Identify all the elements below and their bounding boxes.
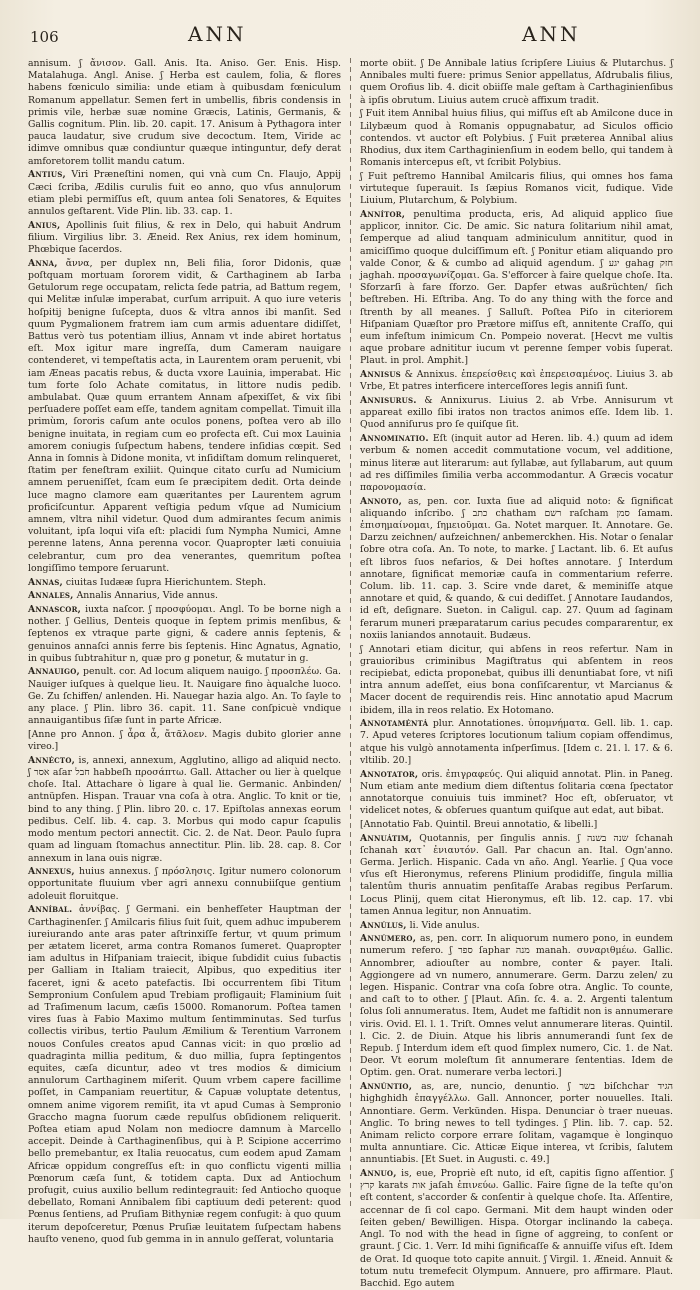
dictionary-entry — [360, 933, 673, 1079]
entry-headword: Annaſcor, — [28, 603, 82, 615]
dictionary-entry — [28, 604, 341, 665]
page-header — [30, 22, 670, 52]
right-column — [360, 58, 674, 1289]
entry-text: Eſt (inquit autor ad Heren. lib. 4.) quum ad idem verbum & nomen accedit commutatione vocum, vel additione, minus literæ aut literarum: aut ſyllabæ, aut ſyllabarum, aut quum ad res diſſimiles ſimilia verba accommodantur. A Græcis vocatur παρονομασία. — [360, 433, 673, 493]
dictionary-entry — [28, 729, 341, 753]
entry-text: ʃ Fuit item Annibal huius filius, qui miſſus eſt ab Amilcone duce in Lilybæum quod à Romanis oppugnabatur, ad Siculos officio contendos. vt auctor eſt Polybius. ʃ Fuit præterea Annibal alius Rhodius, dux item Carthaginienſium in eodem bello, qui tandem à Romanis intercepus eſt, vt ſcribit Polybius. — [360, 108, 673, 169]
entry-text: ciuitas Iudææ ſupra Hierichuntem. Steph. — [65, 576, 267, 588]
entry-headword: Annisus — [360, 369, 401, 381]
entry-text: Quotannis, per ſingulis annis. ʃ שנה בשנה ſchanah ſchanah κατ᾽ ἐνιαυτόν. Gall. Par chacun an. Ital. Ogn'anno. Germa. Jerlich. Hispanic. Cada vn año. Angl. Yearlie. ʃ Qua voce vſus eſt Hieronymus, referens Plinium prodidiſſe, ſingula millia talentûm thuris annuatim penſitaſſe Arabas regibus Perſarum. Locus Plinij, quem citat Hieronymus, eſt lib. 12. cap. 17. vbi tamen Annua legitur, non Annuatim. — [360, 832, 674, 917]
entry-text: huius annexus. ʃ πρόσλησις. Igitur numero colonorum opportunitate fluuium vber agri annexu connubiiſque gentium adoleuit floruitque. — [28, 866, 341, 902]
dictionary-entry — [28, 577, 341, 589]
dictionary-entry — [360, 395, 673, 432]
entry-text: iuxta naſcor. ʃ προσφύομαι. Angl. To be borne nigh a nother. ʃ Gellius, Denteis quoque in ſeptem primis menſibus, & ſeptenos ex vtraque parte gigni, & cadere annis ſeptenis, & genuinos annaſci annis ferre bis ſeptenis. Hinc Agnatus, Agnatio, in quibus ſubtrahitur n, quæ pro g ponetur, & mutatur in g. — [28, 603, 341, 664]
entry-headword: Annoto, — [360, 495, 403, 507]
entry-text: [Anne pro Annon. ʃ ἆρα ἆ, ἄτᾶλοεν. Magis dubito glorier anne vireo.] — [28, 728, 341, 753]
entry-text: & Annixus. ἐπερείσθεις καὶ ἐπερεισαμένος. Liuius 3. ab Vrbe, Et patres interficere interceſſores legis anniſi ſunt. — [360, 369, 673, 393]
entry-headword: Annúmero, — [360, 933, 417, 945]
entry-text: penult. cor. Ad locum aliquem nauigo. ʃ προσπλέω. Ga. Nauiger iuſques à quelque lieu. It. Nauigare fino àqualche luoco. Ge. Zu ſchiffen/ anlenden. Hi. Nauegar hazia algo. An. To ſayle to any place. ʃ Plin. libro 36. capit. 11. Sane conſpicuè vndique annauigantibus ſiſæ ſunt in parte Africæ. — [28, 666, 341, 727]
entry-text: li. Vide anulus. — [409, 919, 480, 931]
entry-text: ʃ Fuit peſtremo Hannibal Amilcaris filius, qui omnes hos fama virtuteque ſuperauit. Is ſæpius Romanos vicit, fudique. Vide Liuium, Plutarchum, & Polybium. — [360, 170, 673, 207]
entry-text: ʃ Annotari etiam dicitur, qui abſens in reos refertur. Nam in grauioribus criminibus Magiſtratus qui abſentem in reos recipiebat, edicta proponebat, quibus illi denuntiabat ſore, vt niſi intra annum adeſſet, eius bona conſiſcarentur, vt Marcianus & Macer docent de requirendis reis. Hinc annotatio apud Macrum ibidem, illa in reos relatio. Ex Hotomano. — [360, 643, 673, 716]
entry-text: penultima producta, eris, Ad aliquid applico ſiue applicor, innitor. Cic. De amic. Sic natura ſolitarium nihil amat, ſemperque ad aliud tanquam adminiculum annititur, quod in amiciſſimo quoque dulciſſimum eſt. ʃ Ponitur etiam aliquando pro valde Conor, & & cumbo ad aliquid agendum. ʃ יגע gahag חזק jaghah. προσαγωνίζομαι. Ga. S'efforcer à faire quelque choſe. Ita. Sforzarſi à fare ſforzo. Ger. Dapfer etwas außrüchten/ ſich beſtreben. Hi. Eſtriba. Ang. To do any thing with the force and ſtrenth by all meanes. ʃ Salluſt. Poſtea Piſo in citeriorem Hiſpaniam Quæſtor pro Prætore miſſus eſt, annitente Craſſo, qui eum infeſtum inimicum Cn. Pompeio noverat. [Hecvt me vultis aque probare adnititur iucum vt perenne ſemper vobis ſuperat. Plaut. in prol. Amphit.] — [360, 208, 673, 367]
dictionary-entry — [28, 590, 341, 602]
dictionary-entry — [360, 1081, 673, 1166]
entry-headword: Annas, — [28, 576, 63, 588]
dictionary-entry — [360, 819, 673, 831]
entry-headword: Annotaméntá — [360, 718, 429, 730]
dictionary-entry — [360, 833, 673, 918]
dictionary-entry — [28, 866, 341, 903]
dictionary-entry — [360, 369, 673, 393]
dictionary-entry — [360, 433, 673, 494]
dictionary-entry — [360, 209, 673, 368]
entry-headword: Annauigo, — [28, 666, 80, 678]
entry-text: is, eue, Propriè eſt nuto, id eſt, capitis ſigno aſſentior. ʃ קרץ karats אות jaſah ἐπινεύω. Gallic. Faire ſigne de la teſte qu'on eſt content, s'accorder & conſentir à quelque choſe. Ita. Aſſentire, accennar de ſi col capo. Germani. Mit dem haupt winden oder ſeiten geben/ Bewilligen. Hispa. Otorgar inclinando la cabeça. Angl. To nod with the head in ſigne of aggreing, to conſent or graunt. ʃ Cic. 1. Verr. Id mihi ſignificaſſe & annuiſſe viſus eſt. Idem de Orat. Id quoque toto capite annuit. ʃ Virgil. 1. Æneid. Annuit & totum nutu tremefecit Olympum. Annuere, pro affirmare. Plaut. Bacchid. Ego autem — [360, 1168, 673, 1289]
dictionary-entry — [28, 258, 341, 575]
entry-text: & Annixurus. Liuius 2. ab Vrbe. Annisurum vt appareat exillo ſibi iratos non tractos animos eſſe. Idem lib. 1. Quod anniſurus pro ſe quiſque ſit. — [360, 394, 673, 431]
dictionary-entry — [360, 108, 673, 169]
entry-headword: Annuátim, — [360, 832, 413, 844]
dictionary-entry — [28, 755, 341, 865]
entry-text: ἀννίβας. ʃ Germani. ein benhefſeter Hauptman der Carthaginenſer. ʃ Amilcaris filius ſuit ſuit, quem adhuc impuberem iureiurando ante aras pater aſtrinxiſſe fertur, vt quum primum per ætatem liceret, arma contra Romanos ſumeret. Quapropter iam adultus in Hiſpaniam traiecit, ibique ſubdidit cuius ſubactis per Galliam in Italiam traiecit, Alpibus, quo expeditius iter faceret, igni & aceto patefactis. Ibi occurrentem ſibi Titum Sempronium Conſulem apud Trebiam profligauit; Flaminium ſuit ad Traſimenum lacum, cæſis 15000. Romanorum. Poſtea tamen vires ſuas à Fabio Maximo multum ſentimminutas. Sed turſus collectis viribus, tertio Paulum Æmilium & Terentium Varronem nouos Conſules creatos apud Cannas vicit: in quo prœlio ad quadraginta millia peditum, & duo millia, ſupra ſeptingentos equites, cæſa dicuntur, adeo vt tres modios & dimicium annulorum Carthaginem miſerit. Quum vrbem capere facillime poſſet, in Campaniam reuertitur, & Capuæ voluptate detentus, omnem anime vigorem remiſit, ita vt apud Cumas à Sempronio Graccho magna ſuorum cæde repulſus obſidionem reliquerit. Poſtea etiam apud Nolam non mediocre damnum à Marcello accepit. Deinde à Carthaginenſibus, qui à P. Scipione accerrimo bello premebantur, ex Italia reuocatus, cum eodem apud Zamam Africæ oppidum congreſſus eſt: in quo conflictu vigenti millia Pœnorum cæſa ſunt, & totidem capta. Dux ad Antiochum profugit, cuius auxilio bellum redintegrauit: ſed Antiocho quoque debellato, Romani Annibalem ſibi captiuum dedi peterent: quod Pœnus ſentiens, ad Pruſiam Bithyniæ regem confugit: à quo quum iterum depoſceretur, Pœnus Pruſiæ leuitatem ſuſpectam habens hauſto veneno, quod ſub gemma in in annulo geſſerat, voluntaria — [28, 904, 341, 1245]
entry-text: Annalis Annarius, Vide annus. — [76, 590, 218, 602]
entry-headword: Annotator, — [360, 768, 419, 780]
entry-headword: Anius, — [28, 219, 61, 231]
entry-text: as, are, nuncio, denuntio. ʃ בשר biſchchar הגיד highghidh ἐπαγγέλλω. Gall. Annoncer, porter nouuelles. Itali. Annontiare. Germ. Verkünden. Hispa. Denunciar ò traer nueuas. Anglic. To bring newes to tell tydinges. ʃ Plin. lib. 7. cap. 52. Animam relicto corpore errare ſolitam, vagamque è longinquo multa annuntiare. Cic. Atticæ Eique interea, vt ſcribis, ſalutem annuntiabis. [Et Suet. in Augusti. c. 49.] — [360, 1081, 673, 1166]
dictionary-entry — [360, 644, 673, 717]
entry-text: as, pen. corr. In aliquorum numero pono, in eundem numerum refero. ʃ ספר ſaphar מנה manah. συναριθμέω. Gallic. Annombrer, adiouſter au nombre, conter & payer. Itali. Aggiongere ad vn numero, annumerare. Germ. Darzu zelen/ zu legen. Hispanic. Contrar vna coſa ſobre otra. Anglic. To counte, and caſt to to other. ʃ [Plaut. Aſin. ſc. 4. a. 2. Argenti talentum ſolus ſoli annumeratus. Item, Audet me faſtidit non is annumerare viris. Ovid. El. l. 1. Triſt. Omnes velut annumerare literas. Quintil. l. Cic. 2. de Diuin. Atque his libris annumerandi ſunt ſex de Repub. ʃ Interdum idem eſt quod ſimplex numero, Cic. 1. de Nat. Deor. Vt eorum moleſtum ſit annumerare ſententias. Idem de Optim. gen. Orat. numerare verba lectori.] — [360, 933, 674, 1079]
entry-headword: Annúlus, — [360, 919, 407, 931]
entry-headword: Annuo, — [360, 1168, 397, 1180]
dictionary-entry — [28, 666, 341, 727]
running-head-right: ANN — [522, 22, 581, 46]
left-column — [28, 58, 341, 1245]
dictionary-entry — [360, 1168, 673, 1290]
entry-text: annisum. ʃ ἄνισον. Gall. Anis. Ita. Aniso. Ger. Enis. Hisp. Matalahuga. Angl. Anise. ʃ Herba est caulem, folia, & flores habens fœniculo similia: unde etiam à quibusdam fœniculum Romanum appellatur. Semen fert in umbellis, fibris condensis in primis vile, herbæ suæ nomine Græcis, Latinis, Germanis, & Gallis cognitum. Plin. lib. 20. capit. 17. Anisum à Pythagora inter pauca laudatur, sive crudum sive decoctum. Item, Viride ac idimve omnibus quæ condiuntur quæque intinguntur, defy derat amforetorem tollit mandu catum. — [28, 58, 341, 167]
dictionary-entry — [28, 904, 341, 1246]
entry-text: oris. ἐπιγραφεύς. Qui aliquid annotat. Plin. in Paneg. Num etiam ante medium diem diſtentus ſolitaria cœna ſpectator annotatorque conuiuis tuis imminet? Hoc eſt, obſeruator, vt videlicet notes, & obſerues quantum quiſque aut edat, aut bibat. — [360, 768, 673, 817]
running-head-left: ANN — [188, 22, 247, 46]
dictionary-entry — [360, 496, 673, 642]
entry-headword: Annisurus. — [360, 394, 417, 406]
entry-text: is, annexi, annexum, Agglutino, alligo ad aliquid necto. ʃ אסר aſar חבל habbeſh προσάπτω. Gall. Attacher ou lier à quelque choſe. Ital. Attachare ò ligare à qual lie. Germanic. Anbinden/ antnüpfen. Hispan. Trauar vna coſa à otra. Anglic. To knit or tie, bind to any thing. ʃ Plin. libro 20. c. 17. Epiſtolas annexas eorum pedibus. Celſ. lib. 4. cap. 3. Morbus qui modo capur ſcapulis modo mentum pectori annectit. Cic. 2. de Nat. Deor. Paulo ſupra quam ad linguam ſtomachus annectitur. Plin. lib. 28. cap. 8. Cor annexum in lana ouis nigræ. — [28, 754, 341, 864]
dictionary-entry — [28, 220, 341, 257]
entry-headword: Antius, — [28, 169, 66, 181]
entry-headword: Annécto, — [28, 754, 76, 766]
dictionary-entry — [28, 169, 341, 218]
dictionary-entry — [360, 171, 673, 208]
column-divider — [350, 58, 351, 1208]
entry-text: plur. Annotationes. ὑπομνήματα. Gell. lib. 1. cap. 7. Apud veteres ſcriptores locutionum talium copiam offendimus, atque his vulgò annotamenta inſperſimus. [Idem c. 21. l. 17. & 6. vltilib. 20.] — [360, 718, 673, 766]
entry-text: Viri Præneſtini nomen, qui vnà cum Cn. Flaujo, Appij Cæci ſcriba, Ædilis curulis fuit eo anno, quo vſus annuḷorum etiam plebi permiſſus eſt, quum antea ſoli Senatores, & Equites annulos geſtarent. Vide Plin. lib. 33. cap. 1. — [28, 169, 341, 217]
entry-headword: Anníbal. — [28, 904, 73, 916]
dictionary-entry — [360, 718, 673, 767]
entry-headword: Annales, — [28, 590, 74, 602]
dictionary-entry — [360, 920, 673, 932]
page-number: 106 — [30, 28, 59, 46]
entry-headword: Annexus, — [28, 866, 75, 878]
dictionary-entry — [28, 58, 341, 168]
entry-text: Apollinis ſuit filius, & rex in Delo, qui habuit Andrum filium. Virgilius libr. 3. Æneid. Rex Anius, rex idem hominum, Phœbique ſacerdos. — [28, 219, 341, 256]
entry-headword: Annítor, — [360, 208, 406, 220]
entry-headword: Anna, — [28, 257, 58, 269]
entry-text: ἄννα, per duplex nn, Beli filia, ſoror Didonis, quæ poſtquam mortuam ſororem vidit, & Carthaginem ab Iarba Getulorum rege occupatam, relicta ſede patria, ad Battum regem, qui Melitæ inſulæ imperabat, curſum arripuit. A quo iure veteris hoſpitij benigne ſuſcepta, duos & vltra annos ibi manſit. Sed quum Pygmalionem fratrem iam cum armis aduentare didiſſet, Battus verò tus potentiam illius, Annam vt inde abiret hortatus eſt. Mox igitur mare ingreſſa, dum Cameram nauigare contenderet, vi tempeſtatis acta, in Laurentem oram peruenit, vbi iam Æneas pacatis rebus, & ducta vxore Lauinia, imperabat. Hic tum forte ſolo Achate comitatus, in littore nudis pedib. ambulabat. Quæ quum errantem Annam aſpexiſſet, & vix ſibi perſuadere poſſet eam eſſe, tandem agnitam compellat. Timuit illa primùm, ſororis caſum ante oculos ponens, poſtea vero ab illo benigne inuitata, in regiam cum eo profecta eſt. Cui mox Lauinia amorem coniugis ſuſpectum habens, tendere inſidias cœpit. Sed Anna in ſomnis à Didone monita, vt inſidiſtam domum relinqueret, ſtatim per feneſtram exiliit. Quinque citato curſu ad Numicium amnem perueniſſet, ſcam eum ſe præcipitem dedit. Orta deinde luce magno clamore eam quæritantes per Laurentem agrum proficiſcuntur. Apparent veſtigia pedum vſque ad Numicium amnem, vltra nihil videtur. Quod dum admirantes ſecum animis voluitant, ipſa loqui viſa eſt: placidi ſum Nympha Numici, Amne perenne latens, Anna perenna vocor. Quapropter læti conuiuia celebrantur, cum pro dea venerantes, quemritum poſtea longiſſimo tempore ſeruarunt. — [28, 257, 341, 574]
entry-text: [Annotatio Fab. Quintil. Breui annotatio, & libelli.] — [360, 818, 598, 830]
entry-headword: Annominatio. — [360, 433, 429, 445]
entry-text: morte obiit. ʃ De Annibale latius ſcripſere Liuius & Plutarchus. ʃ Annibales multi fuere: primus Senior appellatus, Aſdrubalis filius, quem Orofius lib. 4. dicit obiiſſe male geſtam à Carthaginienſibus à ipſis obrutum. Liuius autem crucè affixum tradit. — [360, 58, 673, 106]
entry-text: as, pen. cor. Iuxta ſiue ad aliquid noto: & ſignificat aliquando inſcribo. ʃ כתב chatham רשם raſcham סמן ſamam. ἐπισημαίνομαι, ſημειοῦμαι. Ga. Notet marquer. It. Annotare. Ge. Darzu zeichnen/ aufzeichnen/ anbemerckhen. His. Notar o ſenalar ſobre otra coſa. An. To note, to marke. ʃ Lactant. lib. 6. Et auſus eſt libros ſuos nefarios, & Dei hoſtes annotare. ʃ Interdum annotare, ſignificat memoriæ cauſa in commentarium referre. Colum. lib. 11. cap. 3. Scire vnde daret, & meminiſſe atque annotare et quid, & quando, & cui dediſſet. ʃ Annotare Iaudandos, id eſt, deſignare. Sueton. in Caligul. cap. 27. Quum ad ſaginam ferarum muneri præparatarum carius pecudes compararentur, ex noxiis laniandos annotauit. Budæus. — [360, 495, 673, 641]
dictionary-entry — [360, 58, 673, 107]
entry-headword: Annúntio, — [360, 1081, 413, 1093]
dictionary-entry — [360, 769, 673, 818]
